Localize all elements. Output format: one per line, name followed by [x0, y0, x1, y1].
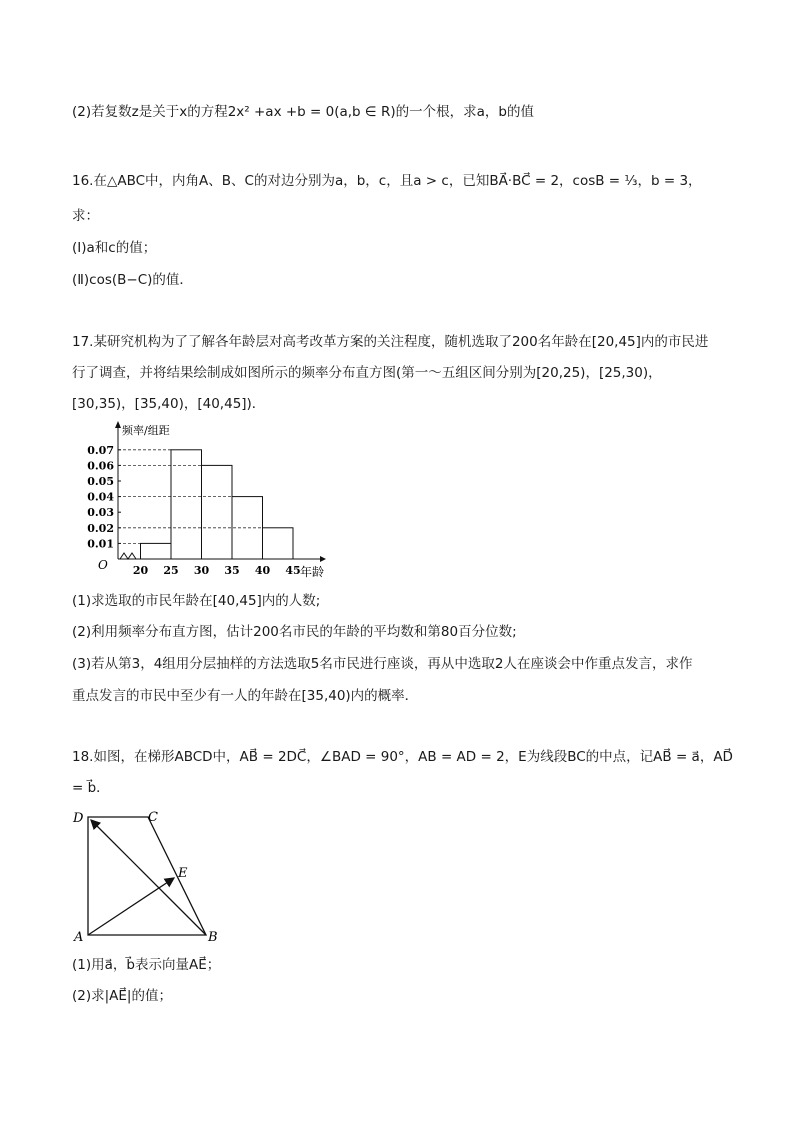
- histogram-bar: [263, 528, 294, 559]
- vector-ae: [88, 878, 174, 935]
- q16-part2: (Ⅱ)cos(B−C)的值．: [72, 272, 193, 288]
- x-tick-label: 45: [285, 564, 301, 577]
- y-tick-label: 0.07: [87, 443, 114, 457]
- q17-part3-line2: 重点发言的市民中至少有一人的年龄在[35,40)内的概率．: [72, 688, 419, 704]
- label-D: D: [73, 811, 84, 826]
- y-tick-label: 0.04: [87, 490, 114, 504]
- q18-stem-line1: 18.如图，在梯形ABCD中，AB⃗ = 2DC⃗，∠BAD = 90°，AB = AD = 2，E为线段BC的中点，记AB⃗ = a⃗，AD⃗: [72, 749, 733, 765]
- q18-stem-line2: = b⃗．: [72, 780, 110, 796]
- x-axis-label: 年龄: [300, 565, 325, 579]
- q17-part2: (2)利用频率分布直方图，估计200名市民的年龄的平均数和第80百分位数;: [72, 624, 517, 640]
- x-tick-label: 20: [132, 564, 149, 577]
- histogram-bar: [232, 497, 263, 559]
- y-tick-label: 0.01: [87, 537, 114, 551]
- label-B: B: [208, 930, 218, 945]
- label-A: A: [74, 930, 84, 945]
- histogram-chart: [72, 418, 332, 583]
- y-tick-label: 0.05: [87, 475, 114, 488]
- y-tick-label: 0.03: [87, 506, 114, 520]
- q17-part3-line1: (3)若从第3，4组用分层抽样的方法选取5名市民进行座谈，再从中选取2人在座谈会中作重点发言，求作: [72, 656, 693, 672]
- q16-stem-line1: 16.在△ABC中，内角A、B、C的对边分别为a，b，c，且a > c，已知BA⃗·BC⃗ = 2，cosB = ⅓，b = 3，: [72, 173, 702, 189]
- y-tick-label: 0.02: [87, 521, 114, 535]
- trapezoid-figure: [70, 805, 230, 950]
- q15-part2: (2)若复数z是关于x的方程2x² +ax +b = 0(a,b ∈ R)的一个根，求a，b的值: [72, 104, 534, 120]
- q17-part1: (1)求选取的市民年龄在[40,45]内的人数;: [72, 593, 321, 609]
- vector-ad-diagonal: [91, 820, 206, 935]
- histogram-bar: [202, 465, 233, 559]
- label-E: E: [178, 866, 188, 881]
- q16-part1: (Ⅰ)a和c的值；: [72, 240, 157, 256]
- histogram-bar: [171, 450, 202, 559]
- label-C: C: [148, 810, 158, 825]
- y-tick-label: 0.06: [87, 459, 114, 473]
- q16-stem-line2: 求：: [72, 208, 99, 224]
- axis-break: [120, 553, 136, 559]
- y-axis-label: 频率/组距: [122, 424, 170, 437]
- x-tick-label: 35: [224, 564, 240, 577]
- q18-part2: (2)求|AE⃗|的值；: [72, 988, 172, 1004]
- x-tick-label: 25: [163, 564, 179, 577]
- histogram-bar: [141, 543, 172, 559]
- q17-stem-line1: 17.某研究机构为了了解各年龄层对高考改革方案的关注程度，随机选取了200名年龄在[20,45]内的市民进: [72, 334, 709, 350]
- x-tick-label: 40: [254, 564, 271, 577]
- x-tick-label: 30: [193, 564, 210, 577]
- origin-label: O: [98, 558, 108, 572]
- q18-part1: (1)用a⃗，b⃗表示向量AE⃗；: [72, 957, 221, 973]
- x-axis-arrow: [320, 556, 326, 562]
- q17-stem-line3: [30,35)，[35,40)，[40,45])．: [72, 396, 266, 412]
- q17-stem-line2: 行了调查，并将结果绘制成如图所示的频率分布直方图(第一～五组区间分别为[20,25)，[25,30)，: [72, 365, 662, 381]
- y-axis-arrow: [115, 421, 121, 428]
